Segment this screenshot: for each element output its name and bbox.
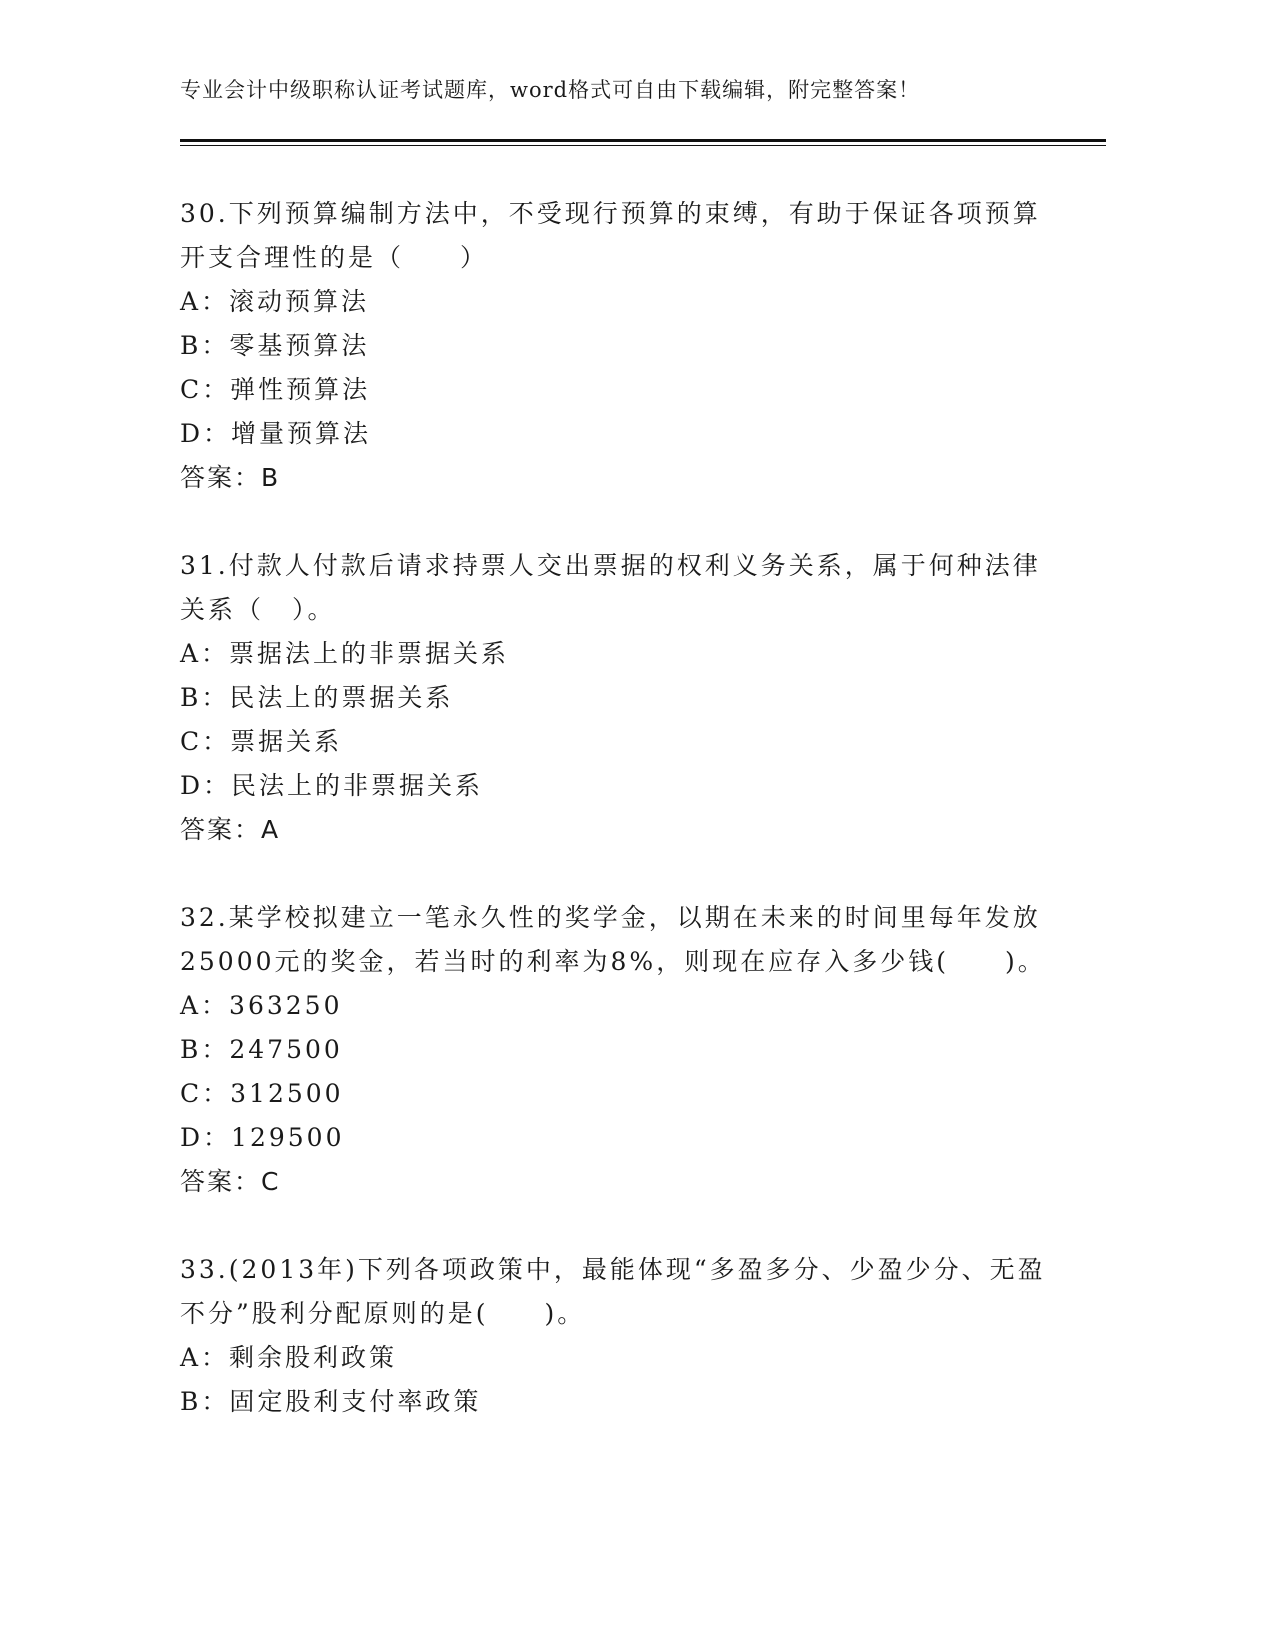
question-30: [180, 192, 1060, 500]
question-stem-line: 开支合理性的是（ ）: [180, 243, 489, 272]
option-d: D：129500: [180, 1123, 345, 1152]
option-d: D：增量预算法: [180, 419, 372, 448]
question-stem-line: 关系（ ）。: [180, 595, 336, 624]
option-a: A：滚动预算法: [180, 287, 370, 316]
answer-line: 答案：B: [180, 463, 281, 492]
header-rule-thin: [180, 145, 1106, 146]
option-c: C：312500: [180, 1079, 344, 1108]
option-a: A：363250: [180, 991, 343, 1020]
answer-line: 答案：C: [180, 1167, 281, 1196]
option-c: C：弹性预算法: [180, 375, 371, 404]
option-b: B：零基预算法: [180, 331, 370, 360]
header-rule-thick: [180, 139, 1106, 142]
option-b: B：民法上的票据关系: [180, 683, 454, 712]
page-header: 专业会计中级职称认证考试题库，word格式可自由下载编辑，附完整答案！: [180, 78, 921, 102]
option-b: B：247500: [180, 1035, 343, 1064]
question-list: [180, 192, 1060, 1468]
question-stem-line: 30.下列预算编制方法中，不受现行预算的束缚，有助于保证各项预算: [180, 199, 1041, 228]
question-stem-line: 不分”股利分配原则的是( )。: [180, 1299, 586, 1328]
question-stem-line: 31.付款人付款后请求持票人交出票据的权利义务关系，属于何种法律: [180, 551, 1041, 580]
answer-line: 答案：A: [180, 815, 281, 844]
option-a: A：剩余股利政策: [180, 1343, 398, 1372]
option-b: B：固定股利支付率政策: [180, 1387, 482, 1416]
question-32: [180, 896, 1060, 1204]
question-stem-line: 25000元的奖金，若当时的利率为8%，则现在应存入多少钱( )。: [180, 947, 1046, 976]
question-stem-line: 33.(2013年)下列各项政策中，最能体现“多盈多分、少盈少分、无盈: [180, 1255, 1046, 1284]
question-stem-line: 32.某学校拟建立一笔永久性的奖学金，以期在未来的时间里每年发放: [180, 903, 1041, 932]
option-d: D：民法上的非票据关系: [180, 771, 484, 800]
option-a: A：票据法上的非票据关系: [180, 639, 510, 668]
question-33: [180, 1248, 1060, 1424]
option-c: C：票据关系: [180, 727, 343, 756]
question-31: [180, 544, 1060, 852]
